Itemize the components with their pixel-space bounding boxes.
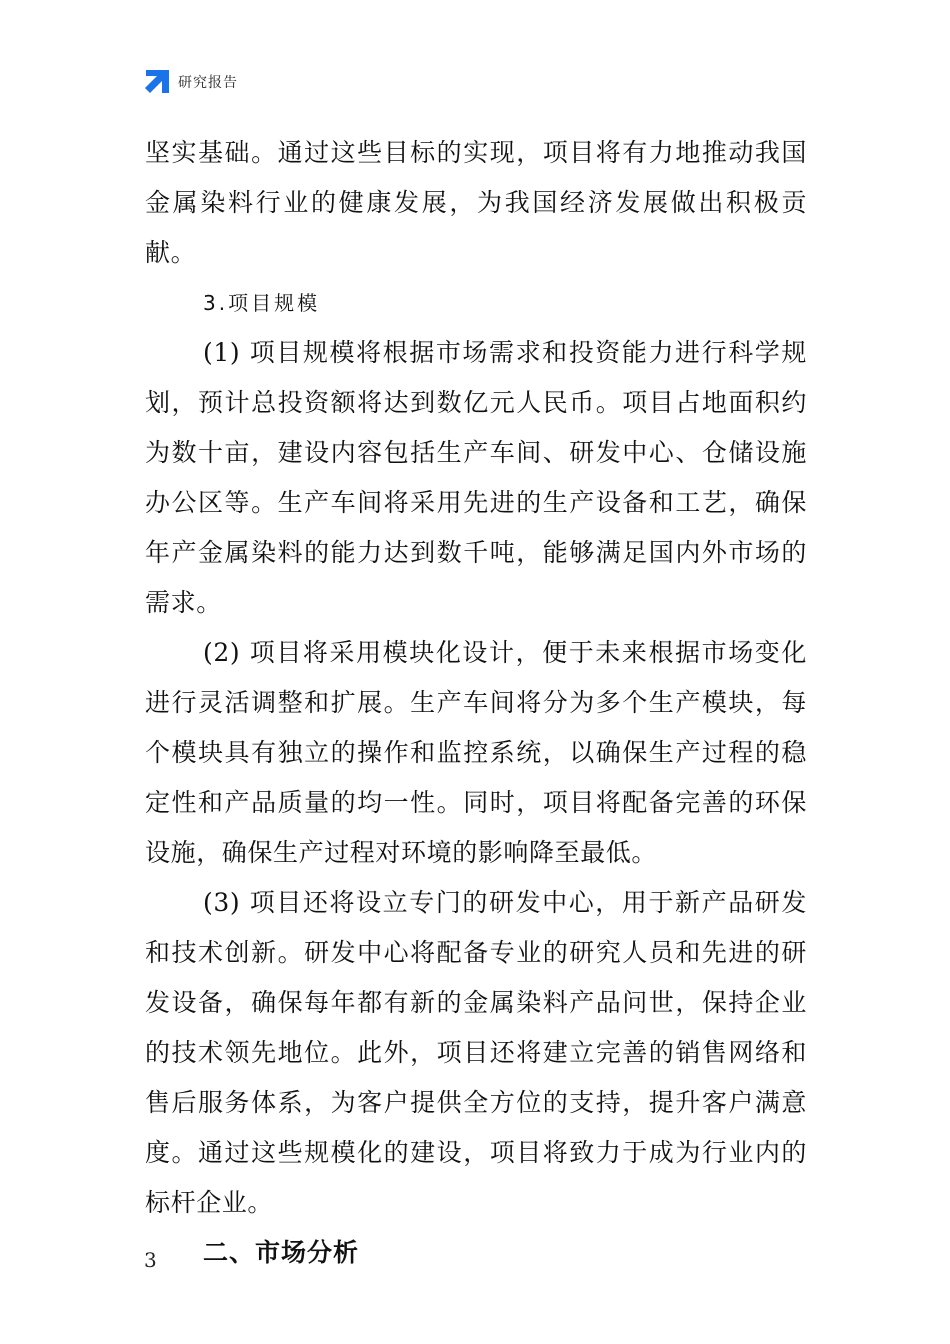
document-body	[145, 128, 807, 1278]
page-number: 3	[144, 1248, 157, 1272]
paragraph-1: (1) 项目规模将根据市场需求和投资能力进行科学规划，预计总投资额将达到数亿元人民币。项目占地面积约为数十亩，建设内容包括生产车间、研发中心、仓储设施办公区等。生产车间将采用先进的生产设备和工艺，确保年产金属染料的能力达到数千吨，能够满足国内外市场的需求。	[145, 338, 807, 617]
paragraph-2: (2) 项目将采用模块化设计，便于未来根据市场变化进行灵活调整和扩展。生产车间将分为多个生产模块，每个模块具有独立的操作和监控系统，以确保生产过程的稳定性和产品质量的均一性。同时，项目将配备完善的环保设施，确保生产过程对环境的影响降至最低。	[145, 638, 807, 867]
section-heading-market-analysis: 二、市场分析	[203, 1238, 360, 1267]
arrow-up-right-icon	[144, 69, 170, 95]
paragraph-3: (3) 项目还将设立专门的研发中心，用于新产品研发和技术创新。研发中心将配备专业的研究人员和先进的研发设备，确保每年都有新的金属染料产品问世，保持企业的技术领先地位。此外，项目还将建立完善的销售网络和售后服务体系，为客户提供全方位的支持，提升客户满意度。通过这些规模化的建设，项目将致力于成为行业内的标杆企业。	[145, 888, 807, 1217]
intro-paragraph: 坚实基础。通过这些目标的实现，项目将有力地推动我国金属染料行业的健康发展，为我国经济发展做出积极贡献。	[145, 138, 807, 267]
subheading-project-scale: 3.项目规模	[203, 291, 321, 315]
report-header	[144, 68, 238, 96]
header-label: 研究报告	[178, 75, 238, 91]
